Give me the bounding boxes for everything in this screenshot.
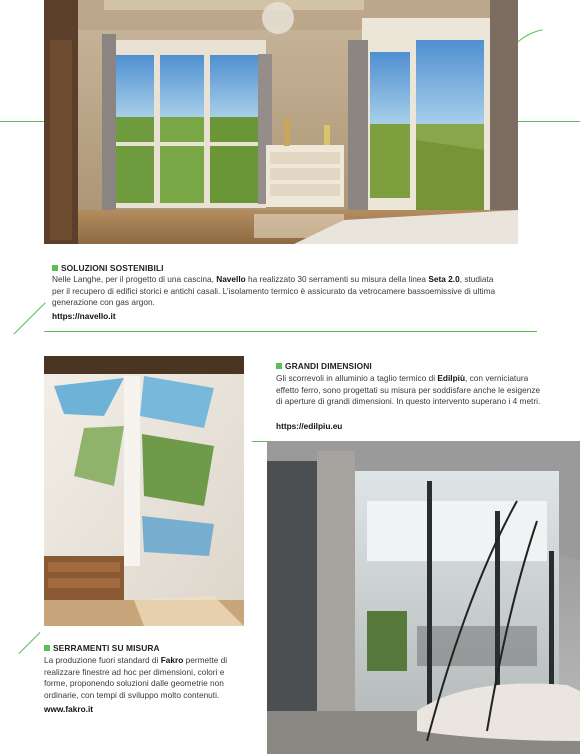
separator-line-mid [252,441,268,442]
section-body-grandi: Gli scorrevoli in alluminio a taglio termico di Edilpiù, con verniciatura effetto ferro, sono progettati su misura per soddisfare anche le esigenze di aperture di grandi dimensioni. In questo intervento superano i 4 metri. [276,373,541,407]
section-body-misura: La produzione fuori standard di Fakro permette di realizzare finestre ad hoc per dimensioni, colori e forme, proponendo soluzioni dalle geometrie non ordinarie, con tempi di sviluppo molto contenuti. [44,655,228,700]
section-title-sostenibili: SOLUZIONI SOSTENIBILI [52,263,164,273]
green-square-icon [52,265,58,271]
photo-sliding-windows [267,441,580,754]
section-title-grandi: GRANDI DIMENSIONI [276,361,372,371]
crop-mark-top-right-h [518,121,580,122]
crop-mark-diagonal-left [13,302,46,335]
brand-navello: Navello [216,274,246,284]
green-square-icon [44,645,50,651]
section-body-sostenibili: Nelle Langhe, per il progetto di una cascina, Navello ha realizzato 30 serramenti su misura della linea Seta 2.0, studiata per il recupero di edifici storici e antichi casali. L’isolamento termico è assicurato da vetrocamere bassoemissive di ultima generazione con gas argon. [52,274,496,308]
brand-fakro: Fakro [160,655,184,665]
section-title-misura: SERRAMENTI SU MISURA [44,643,160,653]
green-square-icon [276,363,282,369]
crop-mark-diagonal-left-2 [19,632,41,654]
product-line-seta: Seta 2.0 [428,274,460,284]
link-fakro[interactable]: www.fakro.it [44,704,94,714]
brand-edilpiu: Edilpiù [437,373,466,383]
link-navello[interactable]: https://navello.it [52,311,116,321]
separator-line-top [44,331,536,332]
photo-roof-windows [44,356,244,626]
photo-bedroom-windows [44,0,518,244]
link-edilpiu[interactable]: https://edilpiu.eu [276,421,343,431]
crop-mark-top-left [0,121,44,122]
crop-mark-right-separator [536,331,537,332]
